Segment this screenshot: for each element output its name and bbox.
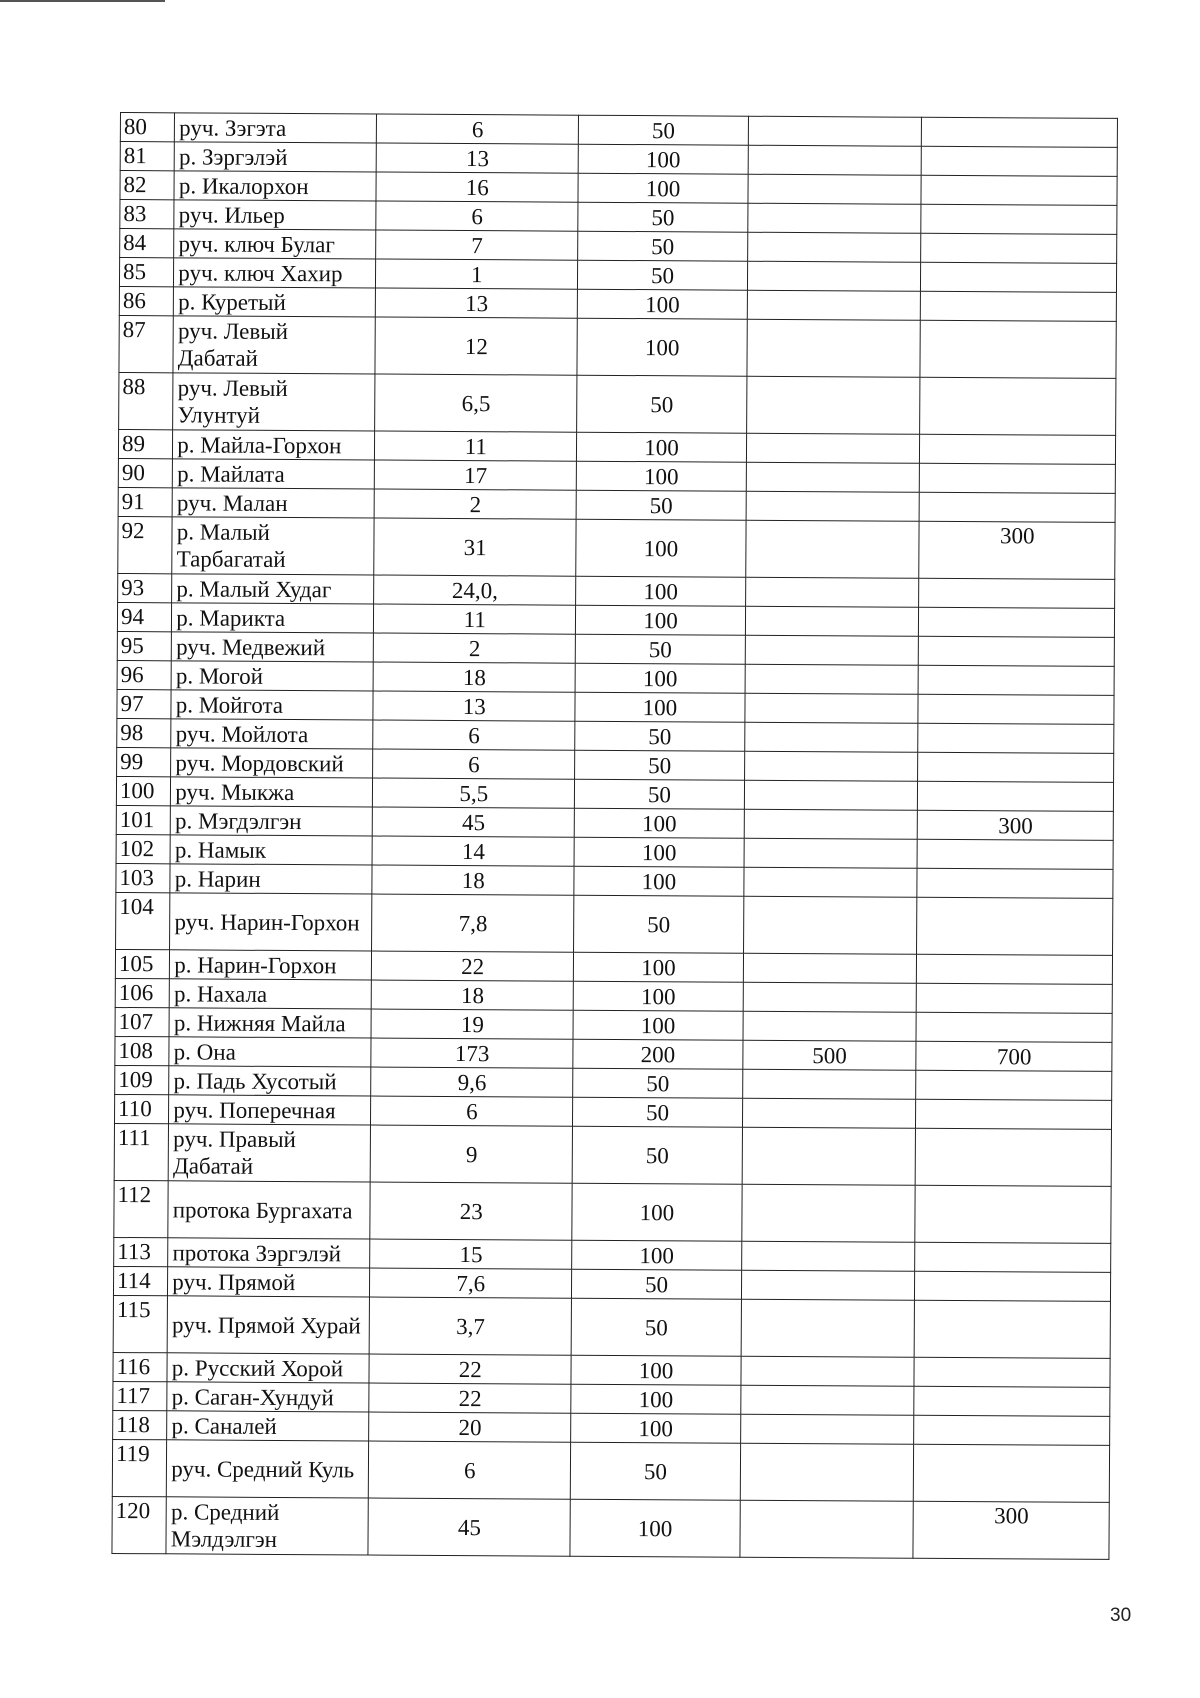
length-km: 6 [373,749,575,779]
width-value-3 [918,723,1114,753]
row-number: 105 [115,949,169,978]
width-value-3 [920,463,1116,493]
length-km: 22 [369,1354,571,1384]
document-sheet [111,112,1118,1560]
length-km: 22 [369,1383,571,1413]
width-value-2 [745,577,919,607]
length-km: 2 [374,489,576,519]
length-km: 20 [369,1412,571,1442]
row-number: 96 [117,660,171,689]
width-value-1: 100 [578,289,748,319]
row-number: 98 [117,718,171,747]
water-body-name: руч. Средний Куль [167,1440,369,1498]
table-row [119,315,1116,378]
water-bodies-table [111,112,1118,1560]
width-value-3 [918,839,1114,869]
length-km: 6 [377,114,579,144]
width-value-3 [914,1415,1110,1445]
length-km: 24,0, [374,575,576,605]
width-value-1: 50 [578,260,748,290]
water-body-name: руч. Поперечная [169,1095,371,1125]
width-value-2 [747,232,921,262]
length-km: 18 [372,865,574,895]
width-value-1: 100 [575,808,745,838]
length-km: 3,7 [369,1297,571,1355]
width-value-3 [918,694,1114,724]
row-number: 97 [117,689,171,718]
water-body-name: руч. Правый Дабатай [168,1124,370,1182]
width-value-2 [741,1385,915,1415]
water-body-name: руч. ключ Хахир [174,258,376,288]
row-number: 93 [118,573,172,602]
row-number: 85 [119,258,173,287]
length-km: 18 [373,662,575,692]
width-value-1: 50 [571,1442,741,1500]
length-km: 16 [376,172,578,202]
water-body-name: р. Мэгдэлгэн [171,806,373,836]
length-km: 6 [371,1096,573,1126]
width-value-3 [916,1012,1112,1042]
row-number: 113 [114,1237,168,1266]
width-value-3 [919,665,1115,695]
width-value-2 [742,1127,916,1185]
width-value-3 [922,146,1118,176]
length-km: 23 [370,1182,572,1240]
water-body-name: руч. Левый Улунтуй [173,373,375,431]
width-value-1: 100 [578,144,748,174]
width-value-1: 50 [572,1126,742,1184]
width-value-2 [740,1500,914,1558]
width-value-3 [921,204,1117,234]
width-value-1: 100 [574,837,744,867]
row-number: 89 [118,429,172,458]
length-km: 19 [371,1009,573,1039]
width-value-2 [744,751,918,781]
water-body-name: руч. Малан [172,488,374,518]
row-number: 95 [117,631,171,660]
width-value-1: 100 [577,432,747,462]
width-value-3: 700 [916,1041,1112,1071]
length-km: 173 [371,1038,573,1068]
water-body-name: р. Намык [170,835,372,865]
width-value-1: 100 [574,866,744,896]
length-km: 45 [373,807,575,837]
width-value-3 [920,377,1116,435]
width-value-2 [743,896,917,954]
row-number: 90 [118,458,172,487]
table-row [119,372,1116,435]
width-value-1: 100 [570,1499,740,1557]
water-body-name: р. Майла-Горхон [173,430,375,460]
row-number: 108 [115,1036,169,1065]
width-value-3: 300 [913,1501,1109,1559]
row-number: 100 [116,776,170,805]
row-number: 86 [119,286,173,315]
table-row [118,516,1115,579]
width-value-3 [915,1300,1111,1358]
row-number: 111 [114,1123,169,1180]
width-value-1: 50 [573,1068,743,1098]
width-value-3 [914,1357,1110,1387]
width-value-2 [746,462,920,492]
width-value-1: 50 [573,1097,743,1127]
width-value-1: 100 [571,1355,741,1385]
length-km: 6 [369,1441,571,1499]
water-body-name: р. Саналей [167,1411,369,1441]
width-value-1: 100 [571,1384,741,1414]
row-number: 109 [115,1065,169,1094]
width-value-1: 50 [575,779,745,809]
width-value-2 [740,1443,914,1501]
water-body-name: р. Русский Хорой [167,1353,369,1383]
water-body-name: р. Нарин-Горхон [170,950,372,980]
length-km: 7,8 [372,894,574,952]
page-number: 30 [1110,1605,1132,1626]
width-value-2 [744,867,918,897]
length-km: 9 [370,1125,572,1183]
water-body-name: руч. Нарин-Горхон [170,893,372,951]
width-value-2 [745,664,919,694]
width-value-1: 100 [574,952,744,982]
width-value-3 [920,320,1116,378]
row-number: 115 [113,1295,168,1352]
width-value-2 [747,319,921,377]
water-body-name: р. Мойгота [171,690,373,720]
water-body-name: руч. Мыкжа [171,777,373,807]
width-value-3 [921,233,1117,263]
table-row [113,1295,1110,1358]
top-edge-rule [0,0,165,2]
width-value-1: 100 [575,692,745,722]
width-value-3 [919,636,1115,666]
length-km: 11 [374,604,576,634]
width-value-3 [919,607,1115,637]
water-body-name: руч. Ильер [174,200,376,230]
width-value-3 [915,1185,1111,1243]
width-value-2 [744,722,918,752]
water-body-name: р. Нарин [170,864,372,894]
row-number: 104 [116,892,171,949]
row-number: 106 [115,978,169,1007]
width-value-3 [917,868,1113,898]
length-km: 9,6 [371,1067,573,1097]
row-number: 82 [120,171,174,200]
row-number: 110 [114,1094,168,1123]
length-km: 2 [374,633,576,663]
width-value-1: 50 [574,895,744,953]
water-body-name: р. Куретый [174,287,376,317]
width-value-2 [745,606,919,636]
width-value-2 [746,433,920,463]
length-km: 17 [375,460,577,490]
row-number: 120 [112,1496,167,1553]
width-value-2 [745,520,919,578]
width-value-3 [914,1444,1110,1502]
table-row [112,1439,1109,1502]
width-value-1: 50 [575,750,745,780]
width-value-2 [748,203,922,233]
water-body-name: руч. Мойлота [171,719,373,749]
width-value-2 [741,1270,915,1300]
row-number: 107 [115,1007,169,1036]
length-km: 45 [368,1498,570,1556]
width-value-1: 50 [577,375,747,433]
row-number: 117 [113,1381,167,1410]
width-value-2 [745,635,919,665]
length-km: 6 [373,720,575,750]
width-value-3 [919,578,1115,608]
width-value-3: 300 [918,810,1114,840]
water-body-name: руч. ключ Булаг [174,229,376,259]
row-number: 94 [117,602,171,631]
width-value-2 [744,809,918,839]
water-body-name: р. Майлата [173,459,375,489]
width-value-3 [921,262,1117,292]
width-value-2 [741,1299,915,1357]
water-body-name: р. Она [169,1037,371,1067]
length-km: 6,5 [375,374,577,432]
length-km: 13 [376,288,578,318]
width-value-1: 100 [577,461,747,491]
table-row [116,892,1113,955]
width-value-2 [741,1356,915,1386]
row-number: 81 [120,142,174,171]
row-number: 84 [120,229,174,258]
row-number: 92 [118,516,173,573]
width-value-3 [920,434,1116,464]
row-number: 112 [114,1180,169,1237]
water-body-name: р. Малый Тарбагатай [172,517,374,575]
length-km: 7 [376,230,578,260]
row-number: 103 [116,863,170,892]
length-km: 31 [374,518,576,576]
water-body-name: р. Малый Худаг [172,574,374,604]
width-value-1: 100 [571,1413,741,1443]
water-body-name: р. Падь Хусотый [169,1066,371,1096]
width-value-2 [745,693,919,723]
width-value-3 [920,492,1116,522]
width-value-3 [921,291,1117,321]
row-number: 116 [113,1352,167,1381]
length-km: 5,5 [373,778,575,808]
length-km: 13 [376,143,578,173]
water-body-name: р. Марикта [172,603,374,633]
water-body-name: руч. Зэгэта [175,113,377,143]
width-value-2 [743,1011,917,1041]
water-body-name: р. Нахала [169,979,371,1009]
water-body-name: протока Бургахата [168,1181,370,1239]
row-number: 91 [118,487,172,516]
width-value-1: 100 [572,1240,742,1270]
row-number: 114 [113,1266,167,1295]
width-value-1: 50 [572,1269,742,1299]
row-number: 119 [112,1439,167,1496]
water-body-name: руч. Мордовский [171,748,373,778]
water-body-name: р. Саган-Хундуй [167,1382,369,1412]
width-value-2 [742,1098,916,1128]
width-value-2 [748,145,922,175]
width-value-1: 50 [578,231,748,261]
width-value-2 [744,838,918,868]
width-value-3 [918,781,1114,811]
width-value-1: 50 [576,490,746,520]
width-value-2 [742,1069,916,1099]
row-number: 83 [120,200,174,229]
width-value-3 [921,175,1117,205]
width-value-1: 100 [576,576,746,606]
width-value-3 [915,1271,1111,1301]
width-value-2 [746,376,920,434]
width-value-1: 100 [573,1010,743,1040]
width-value-2 [748,116,922,146]
width-value-3 [916,1099,1112,1129]
width-value-2 [740,1414,914,1444]
water-body-name: р. Могой [171,661,373,691]
table-row [114,1123,1111,1186]
width-value-1: 50 [576,634,746,664]
row-number: 80 [120,113,174,142]
width-value-2 [743,953,917,983]
width-value-3 [915,1242,1111,1272]
table-row [114,1180,1111,1243]
water-body-name: р. Средний Мэлдэлгэн [166,1497,368,1555]
width-value-3 [916,1128,1112,1186]
length-km: 1 [376,259,578,289]
width-value-1: 50 [575,721,745,751]
width-value-1: 100 [575,663,745,693]
width-value-2: 500 [743,1040,917,1070]
row-number: 99 [117,747,171,776]
length-km: 7,6 [370,1268,572,1298]
width-value-1: 100 [576,519,746,577]
width-value-1: 200 [573,1039,743,1069]
width-value-2 [743,982,917,1012]
water-body-name: протока Зэргэлэй [168,1238,370,1268]
length-km: 18 [371,980,573,1010]
width-value-3 [917,954,1113,984]
length-km: 11 [375,431,577,461]
width-value-1: 100 [576,605,746,635]
width-value-2 [747,290,921,320]
width-value-2 [741,1241,915,1271]
width-value-3: 300 [919,521,1115,579]
width-value-2 [746,491,920,521]
length-km: 22 [372,951,574,981]
length-km: 15 [370,1239,572,1269]
width-value-2 [742,1184,916,1242]
water-body-name: руч. Прямой [168,1267,370,1297]
water-body-name: р. Икалорхон [174,171,376,201]
water-body-name: руч. Медвежий [172,632,374,662]
length-km: 6 [376,201,578,231]
length-km: 13 [373,691,575,721]
width-value-3 [917,897,1113,955]
width-value-1: 50 [578,202,748,232]
width-value-3 [922,117,1118,147]
water-body-name: р. Нижняя Майла [169,1008,371,1038]
row-number: 102 [116,834,170,863]
width-value-3 [917,983,1113,1013]
table-body [112,113,1118,1560]
row-number: 118 [113,1410,167,1439]
water-body-name: руч. Прямой Хурай [167,1296,369,1354]
width-value-2 [744,780,918,810]
table-row [112,1496,1109,1559]
row-number: 88 [119,372,174,429]
width-value-1: 100 [573,981,743,1011]
water-body-name: р. Зэргэлэй [174,142,376,172]
width-value-1: 50 [571,1298,741,1356]
width-value-2 [747,261,921,291]
width-value-1: 100 [572,1183,742,1241]
water-body-name: руч. Левый Дабатай [173,316,375,374]
row-number: 101 [116,805,170,834]
width-value-2 [748,174,922,204]
width-value-1: 50 [579,115,749,145]
width-value-3 [918,752,1114,782]
width-value-3 [916,1070,1112,1100]
row-number: 87 [119,315,174,372]
width-value-1: 100 [578,173,748,203]
width-value-3 [914,1386,1110,1416]
length-km: 14 [372,836,574,866]
width-value-1: 100 [577,318,747,376]
length-km: 12 [375,317,577,375]
